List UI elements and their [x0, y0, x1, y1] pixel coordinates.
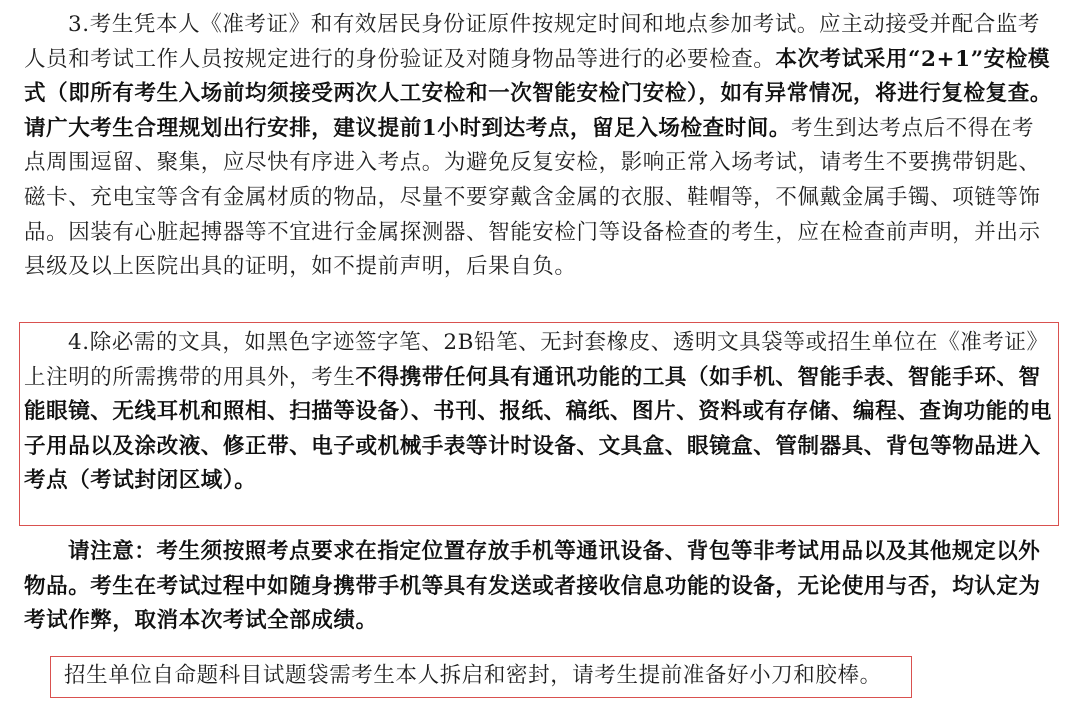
paragraph-3-text: 3.考生凭本人《准考证》和有效居民身份证原件按规定时间和地点参加考试。应主动接受并配合监考人员和考试工作人员按规定进行的身份验证及对随身物品等进行的必要检查。	[24, 12, 1041, 72]
paragraph-3	[24, 8, 1056, 285]
paragraph-3-bold-text: 本次考试采用“2+1”安检模式（即所有考生入场前均须接受两次人工安检和一次智能安检门安检），如有异常情况，将进行复检复查。请广大考生合理规划出行安排，建议提前1小时到达考点，留足入场检查时间。	[24, 46, 1052, 141]
tip-text: 招生单位自命题科目试题袋需考生本人拆启和密封，请考生提前准备好小刀和胶棒。	[64, 663, 882, 688]
notice-paragraph	[24, 535, 1056, 639]
paragraph-4-bold-text: 不得携带任何具有通讯功能的工具（如手机、智能手表、智能手环、智能眼镜、无线耳机和照相、扫描等设备）、书刊、报纸、稿纸、图片、资料或有存储、编程、查询功能的电子用品以及涂改液、修正带、电子或机械手表等计时设备、文具盒、眼镜盒、管制器具、背包等物品进入考点（考试封闭区域）。	[24, 364, 1052, 494]
tip-paragraph	[64, 659, 904, 694]
paragraph-4	[24, 326, 1056, 499]
notice-text: 请注意：考生须按照考点要求在指定位置存放手机等通讯设备、背包等非考试用品以及其他规定以外物品。考生在考试过程中如随身携带手机等具有发送或者接收信息功能的设备，无论使用与否，均认定为考试作弊，取消本次考试全部成绩。	[24, 539, 1041, 634]
paragraph-3-text-continued: 考生到达考点后不得在考点周围逗留、聚集，应尽快有序进入考点。为避免反复安检，影响正常入场考试，请考生不要携带钥匙、磁卡、充电宝等含有金属材质的物品，尽量不要穿戴含金属的衣服、鞋帽等，不佩戴金属手镯、项链等饰品。因装有心脏起搏器等不宜进行金属探测器、智能安检门等设备检查的考生，应在检查前声明，并出示县级及以上医院出具的证明，如不提前声明，后果自负。	[24, 115, 1041, 280]
paragraph-4-text: 4.除必需的文具，如黑色字迹签字笔、2B铅笔、无封套橡皮、透明文具袋等或招生单位在《准考证》上注明的所需携带的用具外，考生	[24, 330, 1049, 390]
